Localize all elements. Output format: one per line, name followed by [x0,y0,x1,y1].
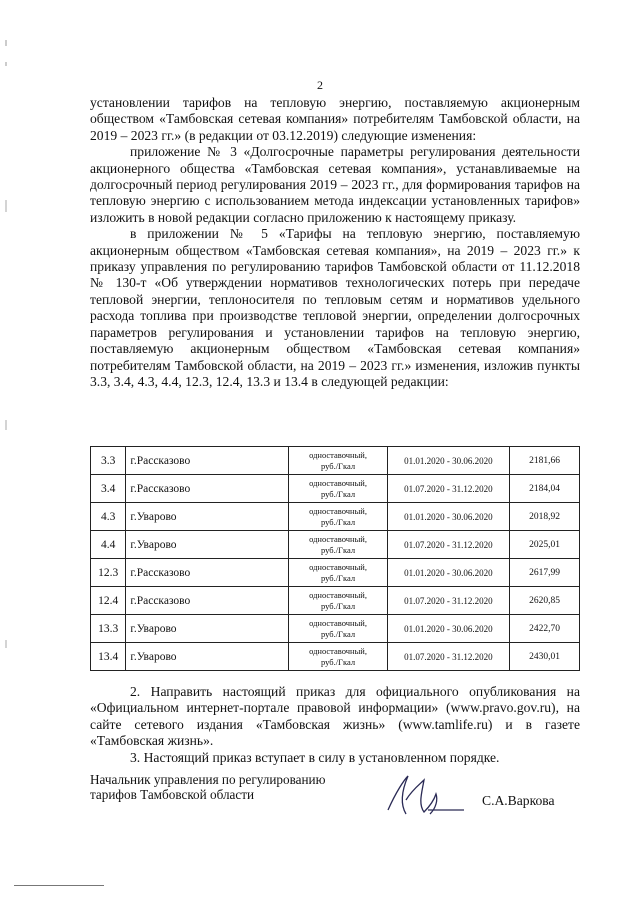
unit-line2: руб./Гкал [320,628,356,639]
row-unit [289,447,387,475]
unit-line2: руб./Гкал [320,544,356,555]
row-city: г.Рассказово [126,447,289,475]
signatory-name: С.А.Варкова [482,793,555,808]
row-period: 01.07.2020 - 31.12.2020 [387,587,510,615]
row-tariff-value: 2025,01 [510,531,580,559]
table-row [91,503,580,531]
row-unit [289,503,387,531]
row-city: г.Уварово [126,643,289,671]
page-number: 2 [317,78,323,92]
row-unit [289,615,387,643]
row-period: 01.01.2020 - 30.06.2020 [387,503,510,531]
paragraph-intro: установлении тарифов на тепловую энергию, поставляемую акционерным обществом «Тамбовская сетевая компания» потребителям Тамбовской области, на 2019 – 2023 гг.» (в редакции от 03.12.2019) следующие изменения: [90,95,580,143]
signatory-title [90,772,390,802]
row-tariff-value: 2620,85 [510,587,580,615]
row-period: 01.01.2020 - 30.06.2020 [387,615,510,643]
paragraph-publication: 2. Направить настоящий приказ для официального опубликования на «Официальном интернет-портале правовой информации» (www.pravo.gov.ru), на сайте сетевого издания «Тамбовская жизнь» (www.tamlife.ru) и в газете «Тамбовская жизнь». [90,684,580,749]
row-tariff-value: 2181,66 [510,447,580,475]
row-period: 01.07.2020 - 31.12.2020 [387,643,510,671]
row-unit [289,587,387,615]
handwritten-signature [378,770,468,820]
signatory-title-line2: тарифов Тамбовской области [90,787,255,802]
row-period: 01.07.2020 - 31.12.2020 [387,475,510,503]
row-unit [289,531,387,559]
unit-line2: руб./Гкал [320,572,356,583]
row-city: г.Рассказово [126,587,289,615]
row-number: 3.4 [91,475,126,503]
table-row [91,559,580,587]
paragraph-appendix-5: в приложении № 5 «Тарифы на тепловую энергию, поставляемую акционерным обществом «Тамбовская сетевая компания», на 2019 – 2023 гг.» к приказу управления по регулированию тарифов Тамбовской области от 11.12.2018 № 130-т «Об утверждении нормативов технологических потерь при передаче тепловой энергии, теплоносителя по тепловым сетям и нормативов удельного расхода топлива при производстве тепловой энергии, определении долгосрочных параметров регулирования и установлении тарифов на тепловую энергию, поставляемую акционерным обществом «Тамбовская сетевая компания» потребителям Тамбовской области, на 2019 – 2023 гг.» изменения, изложив пункты 3.3, 3.4, 4.3, 4.4, 12.3, 12.4, 13.3 и 13.4 в следующей редакции: [90,226,580,389]
row-period: 01.07.2020 - 31.12.2020 [387,531,510,559]
row-number: 13.3 [91,615,126,643]
row-number: 13.4 [91,643,126,671]
body-text [90,95,580,390]
table-row [91,531,580,559]
unit-line1: одноставочный, [309,505,367,516]
row-city: г.Уварово [126,503,289,531]
row-city: г.Уварово [126,615,289,643]
margin-scan-marks [0,0,12,905]
row-tariff-value: 2422,70 [510,615,580,643]
table-row [91,447,580,475]
row-unit [289,475,387,503]
signatory-title-line1: Начальник управления по регулированию [90,772,326,787]
row-number: 4.4 [91,531,126,559]
row-number: 4.3 [91,503,126,531]
unit-line2: руб./Гкал [320,516,356,527]
table-row [91,587,580,615]
paragraph-appendix-3: приложение № 3 «Долгосрочные параметры регулирования деятельности акционерного общества «Тамбовская сетевая компания», устанавливаемые на долгосрочный период регулирования 2019 – 2023 гг., для формирования тарифов на тепловую энергию с использованием метода индексации установленных тарифов» изложить в новой редакции согласно приложению к настоящему приказу. [90,144,580,225]
unit-line2: руб./Гкал [320,488,356,499]
unit-line1: одноставочный, [309,645,367,656]
row-tariff-value: 2184,04 [510,475,580,503]
row-number: 3.3 [91,447,126,475]
unit-line2: руб./Гкал [320,460,356,471]
row-city: г.Уварово [126,531,289,559]
row-period: 01.01.2020 - 30.06.2020 [387,559,510,587]
table-row [91,643,580,671]
row-number: 12.4 [91,587,126,615]
unit-line1: одноставочный, [309,533,367,544]
table-row [91,615,580,643]
unit-line1: одноставочный, [309,589,367,600]
row-unit [289,559,387,587]
closing-text [90,684,580,766]
unit-line1: одноставочный, [309,477,367,488]
row-tariff-value: 2018,92 [510,503,580,531]
unit-line1: одноставочный, [309,449,367,460]
tariffs-table [90,446,580,671]
footer-rule [14,885,104,886]
unit-line2: руб./Гкал [320,656,356,667]
row-tariff-value: 2430,01 [510,643,580,671]
paragraph-effective: 3. Настоящий приказ вступает в силу в установленном порядке. [130,749,500,765]
unit-line2: руб./Гкал [320,600,356,611]
row-city: г.Рассказово [126,559,289,587]
row-unit [289,643,387,671]
row-number: 12.3 [91,559,126,587]
row-tariff-value: 2617,99 [510,559,580,587]
unit-line1: одноставочный, [309,617,367,628]
unit-line1: одноставочный, [309,561,367,572]
table-row [91,475,580,503]
row-city: г.Рассказово [126,475,289,503]
row-period: 01.01.2020 - 30.06.2020 [387,447,510,475]
